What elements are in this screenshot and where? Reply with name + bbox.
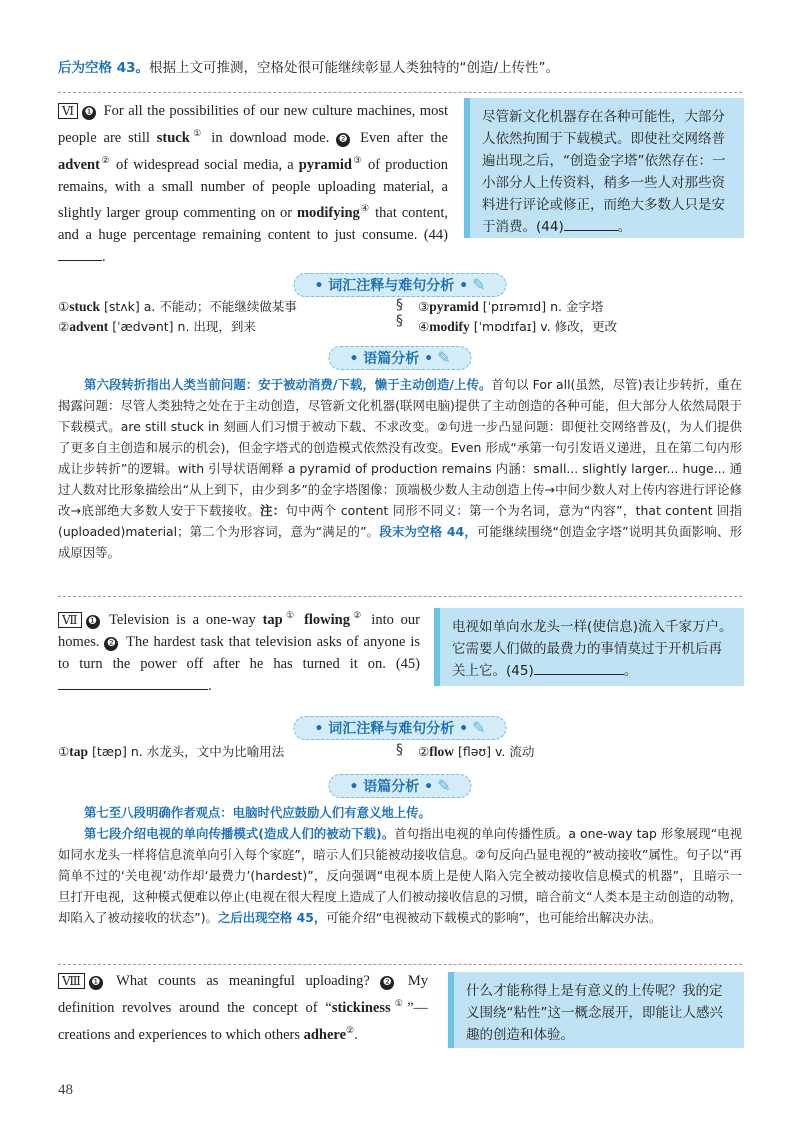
english-text: in download mode. — [204, 129, 337, 146]
keyword: modifying — [296, 205, 360, 222]
sec7-vocab-right — [418, 742, 748, 762]
divider — [58, 964, 742, 965]
english-text: Television is a one-way — [102, 611, 263, 628]
english-text: The hardest task that television asks of anyone is to turn the power off after he has turned it on. (45) — [58, 633, 420, 672]
separator-icon: § — [396, 742, 403, 758]
sec6-analysis-lead: 第六段转折指出人类当前问题：安于被动消费/下载，懒于主动创造/上传。 — [84, 377, 492, 392]
sentence-number: ❷ — [104, 637, 118, 651]
keyword: advent — [58, 156, 100, 173]
sec8-translation: 什么才能称得上是有意义的上传呢？我的定义围绕“粘性”这一概念展开，即能让人感兴趣的创造和体验。 — [466, 983, 723, 1043]
vocab-item: ①stuck [stʌk] a. 不能动；不能继续做某事 — [58, 299, 297, 314]
footnote-mark: ② — [349, 610, 365, 620]
sec6-vocab-right — [418, 297, 748, 337]
note-label: 注： — [260, 503, 286, 518]
divider — [58, 92, 742, 93]
english-text: that content, and a huge percentage remaining content to just consume. (44) — [58, 205, 448, 244]
divider — [58, 596, 742, 597]
sec6-translation-box: 尽管新文化机器存在各种可能性，大部分人依然拘囿于下载模式。即使社交网络普遍出现之后，“创造金字塔”依然存在：一小部分人上传资料，稍多一些人对那些资料进行评论或修正，而绝大多数人只是安于消费。(44) 。 — [464, 98, 744, 238]
sec8-roman: Ⅷ — [58, 973, 85, 989]
blank-44-zh — [564, 216, 618, 231]
sec7-analysis-body: 首句指出电视的单向传播性质。a one-way tap 形象展现“电视如同水龙头一样将信息流单向引入每个家庭”，暗示人们只能被动接收信息。②句反向凸显电视的“被动接收”属性。句子以“再简单不过的‘关电视’动作却‘最费力’(hardest)”，反向强调“电视本质上是使人陷入完全被动接收信息模式的机器”，且暗示一旦打开电视，这种模式便难以停止(电视在很大程度上造成了人们被动接收信息的习惯，暗合前文“人类本是主动创造的动物，却陷入了被动接收的状态”)。 — [58, 826, 743, 925]
sec8-english — [58, 970, 428, 1046]
sentence-number: ❶ — [82, 106, 96, 120]
blank-45-zh — [534, 660, 624, 675]
sec6-roman: Ⅵ — [58, 103, 78, 119]
footnote-mark: ② — [346, 1024, 355, 1035]
sec7-end: 可能介绍“电视被动下载模式的影响”，也可能给出解决办法。 — [326, 910, 662, 925]
english-text: of production remains, with a small number of people uploading material, a slightly larger group commenting on or — [58, 156, 448, 222]
blank-45 — [58, 675, 208, 690]
pen-icon: ✎ — [472, 275, 486, 294]
vocab-item: ②flow [fləʊ] v. 流动 — [418, 744, 535, 759]
sec6-end-highlight: 段末为空格 44， — [379, 524, 477, 539]
pen-icon: ✎ — [437, 348, 451, 367]
english-text: Even after the — [353, 129, 448, 146]
blank-44 — [58, 246, 102, 261]
pen-icon: ✎ — [437, 776, 451, 795]
english-text: . — [354, 1026, 358, 1043]
sec6-end: 可能继续围绕“创造金字塔”说明其负面影响、形成原因等。 — [58, 524, 742, 560]
english-text: of widespread social media, a — [110, 156, 299, 173]
footnote-mark: ④ — [359, 203, 371, 214]
sec6-analysis-title: • 语篇分析 • ✎ — [328, 346, 471, 370]
keyword: tap — [262, 611, 283, 628]
vocab-item: ①tap [tæp] n. 水龙头，文中为比喻用法 — [58, 744, 285, 759]
footnote-mark: ② — [99, 154, 111, 165]
pen-icon: ✎ — [472, 718, 486, 737]
sec7-analysis-title: • 语篇分析 • ✎ — [328, 774, 471, 798]
keyword: stuck — [156, 129, 190, 146]
sec7-analysis — [58, 802, 742, 928]
sec6-vocab-left — [58, 297, 378, 337]
english-text: For all the possibilities of our new culture machines, most people are still — [58, 103, 448, 146]
keyword: adhere — [303, 1026, 347, 1043]
vocab-item: ②advent [ˈædvənt] n. 出现，到来 — [58, 319, 256, 334]
sec6-english: Ⅵ ❶ For all the possibilities of our new culture machines, most people are still stuck① in download mode. ❷ Even after the advent② of widespread social media, a pyramid③ of production remains, with a small number of people uploading material, a slightly larger group commenting on or modifying④ that content, and a huge percentage remaining content to just consume. (44). — [58, 103, 448, 266]
keyword: pyramid — [298, 156, 352, 173]
sec6-analysis — [58, 374, 742, 563]
footnote-mark: ① — [390, 998, 408, 1008]
sentence-number: ❶ — [89, 976, 103, 990]
note-body: 句中两个 content 同形不同义：第一个为名词，意为“内容”，that content 回指(uploaded)material；第二个为形容词，意为“满足的”。 — [58, 503, 742, 539]
footnote-mark: ① — [282, 610, 298, 620]
separator-icon: § § — [396, 297, 403, 329]
sec7-translation-box: 电视如单向水龙头一样(使信息)流入千家万户。它需要人们做的最费力的事情莫过于开机后再关上它。(45) 。 — [434, 608, 744, 686]
keyword: stickiness — [331, 999, 391, 1016]
sec8-translation-box — [448, 972, 744, 1048]
keyword: flowing — [304, 611, 350, 628]
sentence-number: ❷ — [380, 976, 394, 990]
sec7-analysis-lead1: 第七至八段明确作者观点：电脑时代应鼓励人们有意义地上传。 — [84, 805, 431, 820]
sec6-translation: 尽管新文化机器存在各种可能性，大部分人依然拘囿于下载模式。即使社交网络普遍出现之后，“创造金字塔”依然存在：一小部分人上传资料，稍多一些人对那些资料进行评论或修正，而绝大多数人只是安于消费。(44) — [482, 109, 726, 235]
sec7-english: Ⅶ ❶ Television is a one-way tap① flowing② into our homes. ❷ The hardest task that television asks of anyone is to turn the power off after he has turned it on. (45). — [58, 610, 421, 694]
sec7-roman: Ⅶ — [58, 612, 82, 628]
sec6-analysis-body: 首句以 For all(虽然，尽管)表让步转折，重在揭露问题：尽管人类独特之处在于主动创造，尽管新文化机器(联网电脑)提供了主动创造的各种可能，但大部分人依然局限于下载模式。are still stuck in 刻画人们习惯于被动下载、不求改变。②句进一步凸显问题：即便社交网络普及(，为人们提供了更多自主创造和展示的机会)，但金字塔式的创造模式依然没有改变。Even 形成“承第一句引发语义递进，且在第二句内形成让步转折”的逻辑。with 引导状语阐释 a pyramid of production remains 内涵：small... slightly larger... huge... 通过人数对比形象描绘出“从上到下，由少到多”的金字塔图像：顶端极少数人主动创造上传→中间少数人对上传内容进行评论修改→底部绝大多数人安于下载接收。 — [58, 377, 742, 518]
english-text: What counts as meaningful uploading? — [105, 973, 381, 989]
sec7-vocab-title: • 词汇注释与难句分析 • ✎ — [293, 716, 506, 740]
footnote-mark: ① — [189, 128, 205, 138]
top-text: 根据上文可推测，空格处很可能继续彰显人类独特的“创造/上传性”。 — [149, 60, 560, 76]
top-highlight: 后为空格 43。 — [58, 60, 149, 76]
sec6-vocab-title: • 词汇注释与难句分析 • ✎ — [293, 273, 506, 297]
vocab-item: ③pyramid [ˈpɪrəmɪd] n. 金字塔 — [418, 299, 604, 314]
vocab-item: ④modify [ˈmɒdɪfaɪ] v. 修改，更改 — [418, 319, 618, 334]
footnote-mark: ③ — [351, 154, 363, 165]
english-text: My definition revolves around the concept of “ — [58, 973, 428, 1016]
english-text: ”—creations and experiences to which others — [58, 999, 428, 1043]
sentence-number: ❷ — [336, 133, 350, 147]
sec7-analysis-lead2: 第七段介绍电视的单向传播模式(造成人们的被动下载)。 — [84, 826, 395, 841]
top-line — [58, 58, 742, 78]
sec7-end-highlight: 之后出现空格 45， — [217, 910, 327, 925]
page-number: 48 — [58, 1082, 73, 1098]
english-text: into our homes. — [58, 611, 421, 650]
sec7-translation: 电视如单向水龙头一样(使信息)流入千家万户。它需要人们做的最费力的事情莫过于开机后再关上它。(45) — [452, 619, 733, 679]
sentence-number: ❶ — [86, 615, 100, 629]
sec7-vocab-left — [58, 742, 378, 762]
